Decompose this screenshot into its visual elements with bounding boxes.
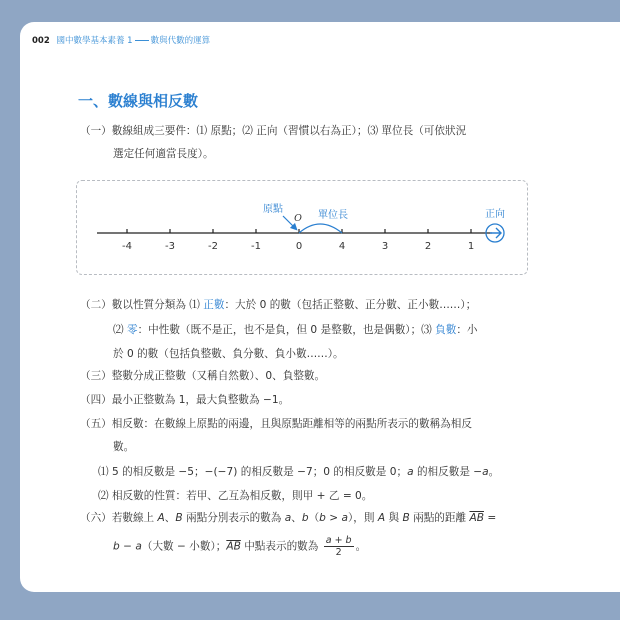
item2-text: 數以性質分類為 ⑴ [111,299,204,311]
point-b: B [402,512,410,524]
negative-term: 負數 [435,324,457,336]
item5-sub1 [98,464,499,479]
item1-line1 [80,123,466,138]
item6-text: （大數 − 小數）； [141,540,227,553]
var-a: a [341,512,349,524]
origin-label: 原點 [263,204,283,215]
point-a: A [377,512,386,524]
item2-line3: 於 0 的數（包括負整數、負分數、負小數……）。 [113,348,344,360]
item6-text: 、 [164,512,176,524]
book-title: 國中數學基本素養 1 [56,36,133,46]
tick-label: 3 [381,241,389,252]
item6-text: 若數線上 [111,512,158,524]
item5-line1 [80,416,472,431]
tick-label: -3 [165,241,175,252]
point-a: A [157,512,165,524]
item2-text: ⑵ [113,324,127,336]
item2-line1 [80,297,476,312]
numberline-tick-labels [122,241,474,252]
item4-text: 最小正整數為 1，最大負整數為 −1。 [111,394,290,406]
tick-label: 0 [295,241,303,252]
var-a: a [135,540,142,553]
point-b: B [175,512,183,524]
item2-line2 [113,322,478,337]
tick-label: -1 [251,241,261,252]
direction-label: 正向 [485,209,505,220]
item2-label: （二） [80,299,112,311]
unit-length-label: 單位長 [318,210,348,221]
item6-text: （ [308,512,320,524]
section-title: 一、數線與相反數 [78,92,199,110]
item5-line2: 數。 [113,441,135,453]
item6-text: 中點表示的數為 [240,540,322,553]
item5-sub1-text: 的相反數是 − [413,466,483,478]
item1-line2: 選定任何適當長度）。 [113,148,214,160]
tick-label: 1 [467,241,475,252]
numberline-figure [77,181,527,274]
item2-text: ：大於 0 的數（包括正整數、正分數、正小數……）； [224,299,477,311]
item3-line [80,368,325,383]
page-header [32,34,210,46]
item5-sub1-text: 。 [488,466,500,478]
zero-term: 零 [126,324,138,336]
item3-text: 整數分成正整數（又稱自然數）、0、負整數。 [111,370,326,382]
var-a: a [284,512,292,524]
item6-text: 與 [385,512,403,524]
tick-label: -2 [208,241,218,252]
segment-ab: $\overline{AB}$ [226,540,241,553]
item6-line1 [80,510,496,525]
tick-label: 2 [424,241,432,252]
page [20,22,620,592]
item6-text: > [325,512,342,524]
fraction-denominator: 2 [335,547,342,558]
item6-text: ），則 [348,512,378,524]
fraction-numerator: a + b [325,535,352,546]
item4-line [80,392,289,407]
item1-label: （一） [80,125,112,137]
item6-label: （六） [80,512,112,524]
direction-arrow-icon [490,228,501,238]
segment-ab: $\overline{AB}$ [469,512,484,524]
page-number: 002 [32,36,50,46]
item5-label: （五） [80,418,112,430]
item2-text: ：小 [456,324,478,336]
var-b: b [113,540,120,553]
chapter-title: 數與代數的運算 [150,36,211,46]
item6-text: 兩點的距離 [409,512,470,524]
unit-length-arc [299,224,342,233]
item5-sub1-text: ⑴ 5 的相反數是 −5；−(−7) 的相反數是 −7；0 的相反數是 0； [98,466,408,478]
var-a: a [407,466,414,478]
item5-text1: 相反數：在數線上原點的兩邊，且與原點距離相等的兩點所表示的數稱為相反 [111,418,472,430]
item2-text: ：中性數（既不是正，也不是負，但 0 是整數，也是偶數）；⑶ [137,324,436,336]
item6-line2 [113,535,366,558]
origin-o-label: O [294,213,302,224]
tick-label: -4 [122,241,132,252]
header-dash [135,40,149,41]
item6-text: 兩點分別表示的數為 [182,512,285,524]
item4-label: （四） [80,394,112,406]
item3-label: （三） [80,370,112,382]
numberline-box [76,180,528,275]
tick-label: 4 [338,241,346,252]
midpoint-fraction [324,535,354,558]
item6-text: = [483,512,497,524]
item1-text1: 數線組成三要件：⑴ 原點；⑵ 正向（習慣以右為正）；⑶ 單位長（可依狀況 [111,125,467,137]
var-a: a [482,466,489,478]
item6-text: 、 [291,512,302,524]
var-b: b [301,512,309,524]
item5-sub2: ⑵ 相反數的性質：若甲、乙互為相反數，則甲 + 乙 = 0。 [98,490,373,502]
var-b: b [319,512,326,524]
item6-text: − [119,540,136,553]
positive-term: 正數 [203,299,225,311]
item6-text: 。 [355,540,367,553]
